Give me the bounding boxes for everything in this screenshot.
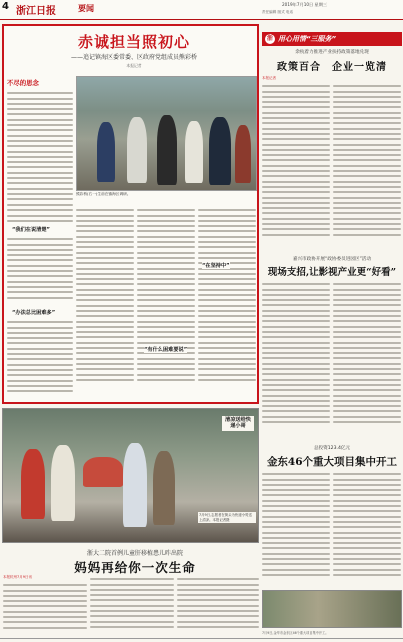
- feature-title: 赤诚担当照初心: [77, 33, 190, 51]
- banner-label: 用心用情“三服务”: [278, 35, 337, 43]
- masthead: [0, 0, 403, 20]
- feature-article: [2, 24, 259, 404]
- story3-kicker: 总投资123.4亿元: [313, 446, 351, 451]
- story1-byline: 本报记者: [262, 76, 276, 80]
- feature-author: 本报记者: [126, 63, 142, 68]
- story3-title: 金东46个重大项目集中开工: [266, 456, 398, 468]
- page-number: 4: [2, 1, 9, 12]
- newspaper-name: 浙江日报: [16, 6, 56, 17]
- construction-caption: 7月9日,金华市金东区46个重大项目集中开工。: [262, 631, 329, 635]
- section-head: 不尽的思念: [7, 79, 39, 87]
- photo-caption: 7月9日,志愿者在街头为快递小哥送上清凉。本报记者摄: [198, 512, 256, 523]
- subhead-4: “有什么困难要说”: [144, 347, 188, 353]
- bottom-story-byline: 本报杭州7月9日讯: [3, 575, 32, 579]
- subhead-3: “在坚持中”: [202, 263, 230, 269]
- lede-text: [7, 89, 73, 209]
- construction-photo: [262, 590, 402, 628]
- subhead-2: “办法总比困难多”: [12, 310, 56, 316]
- dateline: 2019年7月10日 星期三: [282, 2, 328, 7]
- bottom-rule: [0, 638, 403, 639]
- banner-badge-icon: 浙: [266, 35, 273, 42]
- feature-photo: [76, 76, 257, 191]
- story1-title: 政策百合 企业一览清: [277, 62, 387, 73]
- story1-kicker: 余杭着力推进产业扶持政策落地兑现: [295, 50, 369, 55]
- campaign-banner: [262, 32, 402, 46]
- credits: 责任编辑 版式 电话: [262, 10, 294, 14]
- story2-title: 现场支招,让影视产业更“好看”: [267, 267, 397, 278]
- feature-photo-caption: 熊彩桥(右一)生前在镇海区调研。: [76, 192, 131, 196]
- photo-tag: 清凉送给快递小哥: [222, 416, 254, 431]
- bottom-story-title: 妈妈再给你一次生命: [74, 560, 196, 575]
- feature-subtitle: ——追记镇海区委常委、区政府党组成员熊彩桥: [70, 54, 197, 61]
- subhead-1: “我们在说清楚”: [12, 227, 50, 233]
- section-name: 要闻: [78, 4, 94, 13]
- bottom-story-kicker: 浙大二院首例儿童肝移植患儿昨出院: [86, 550, 183, 557]
- story2-kicker: 嘉兴市政协开展“政协委员进园区”活动: [292, 257, 372, 262]
